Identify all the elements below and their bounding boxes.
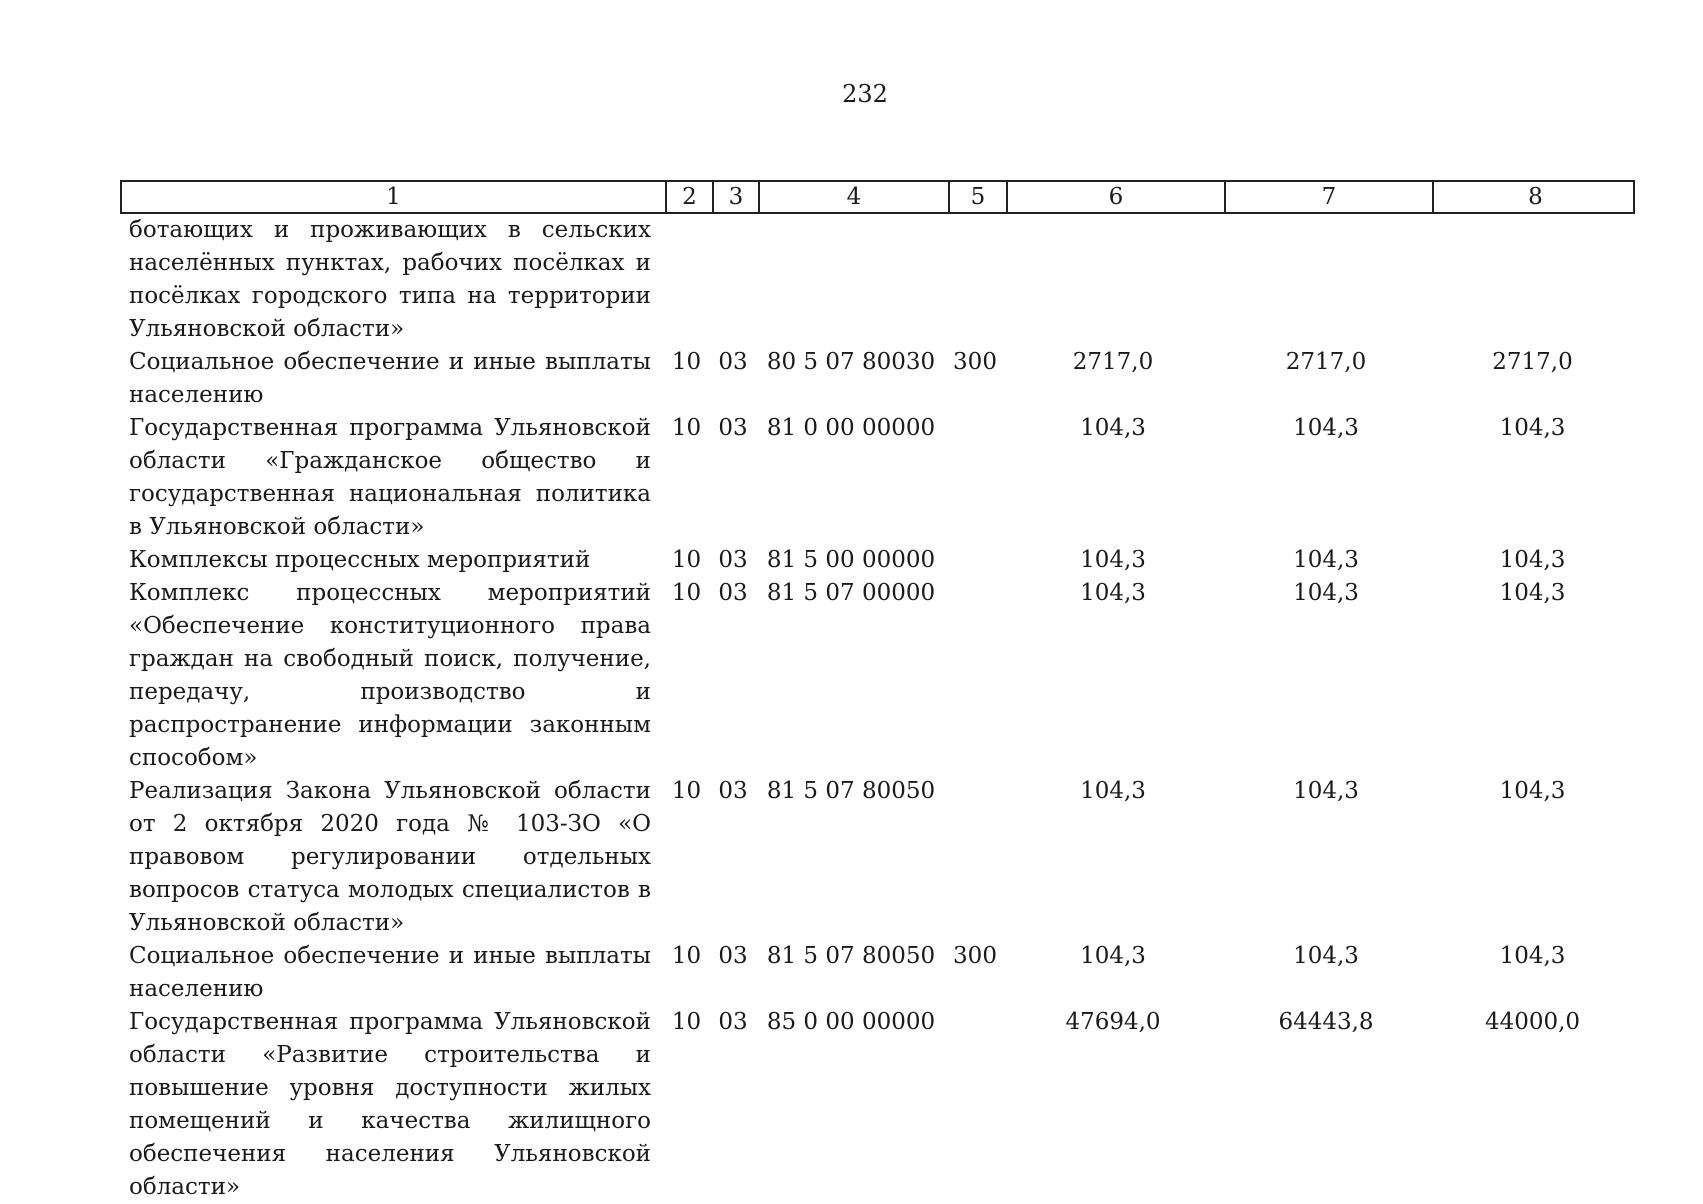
table-row (120, 1006, 1635, 1204)
row-section (663, 214, 710, 346)
table-row (120, 214, 1635, 346)
row-target-article: 81 0 00 00000 (766, 415, 936, 441)
row-name: Комплексы процессных мероприятий (129, 547, 591, 573)
row-name: Социальное обеспечение и иные выплаты населению (129, 349, 651, 408)
header-col-1: 1 (386, 184, 401, 210)
table-row (120, 775, 1635, 940)
header-col-8: 8 (1432, 182, 1637, 212)
row-expense-type: 300 (953, 943, 997, 969)
row-name: Государственная программа Ульяновской области «Развитие строительства и повышение уровня доступности жилых помещений и качества жилищного обеспечения населения Ульяновской области» (129, 1009, 651, 1200)
table-body (120, 214, 1635, 1204)
header-col-5: 5 (948, 182, 1006, 212)
row-subsection: 03 (718, 415, 748, 441)
row-subsection: 03 (718, 1009, 748, 1035)
table-row (120, 577, 1635, 775)
row-amount-col7: 104,3 (1293, 415, 1359, 441)
row-amount-col8: 104,3 (1499, 415, 1566, 441)
row-expense-type (946, 775, 1004, 940)
row-expense-type (946, 214, 1004, 346)
row-amount-col8: 2717,0 (1492, 349, 1573, 375)
row-section: 10 (671, 943, 702, 969)
header-col-2: 2 (665, 182, 712, 212)
budget-table (120, 180, 1635, 1204)
row-amount-col7: 104,3 (1293, 943, 1359, 969)
row-amount-col7: 104,3 (1293, 580, 1359, 606)
row-target-article: 80 5 07 80030 (766, 349, 936, 375)
row-section: 10 (671, 778, 702, 804)
row-amount-col6: 104,3 (1080, 943, 1146, 969)
table-row (120, 940, 1635, 1006)
row-expense-type (946, 412, 1004, 544)
row-amount-col7: 2717,0 (1285, 349, 1367, 375)
row-section: 10 (671, 415, 702, 441)
header-col-7: 7 (1224, 182, 1432, 212)
row-expense-type (946, 544, 1004, 577)
row-subsection: 03 (718, 580, 748, 606)
table-header (120, 180, 1635, 214)
row-amount-col6 (1004, 214, 1222, 346)
row-section: 10 (671, 547, 702, 573)
row-amount-col7 (1222, 214, 1430, 346)
row-expense-type: 300 (953, 349, 997, 375)
row-amount-col6: 104,3 (1080, 580, 1146, 606)
row-target-article (756, 214, 946, 346)
row-amount-col8: 104,3 (1499, 547, 1566, 573)
row-amount-col7: 104,3 (1293, 778, 1359, 804)
row-name: Государственная программа Ульяновской области «Гражданское общество и государственная национальная политика в Ульяновской области» (129, 415, 651, 540)
row-expense-type (946, 577, 1004, 775)
row-amount-col8: 44000,0 (1484, 1009, 1581, 1035)
row-section: 10 (671, 349, 702, 375)
row-target-article: 81 5 07 80050 (766, 778, 936, 804)
row-amount-col7: 104,3 (1293, 547, 1359, 573)
row-expense-type (946, 1006, 1004, 1204)
row-subsection: 03 (718, 547, 748, 573)
row-target-article: 81 5 00 00000 (766, 547, 936, 573)
row-name: Социальное обеспечение и иные выплаты населению (129, 943, 651, 1002)
table-row (120, 412, 1635, 544)
table-row (120, 544, 1635, 577)
row-target-article: 81 5 07 00000 (766, 580, 936, 606)
row-subsection: 03 (718, 349, 748, 375)
row-section: 10 (671, 580, 702, 606)
page-number: 232 (842, 80, 888, 108)
row-target-article: 81 5 07 80050 (766, 943, 936, 969)
row-name: Комплекс процессных мероприятий «Обеспечение конституционного права граждан на свободный поиск, получение, передачу, производство и распространение информации законным способом» (129, 580, 651, 771)
row-amount-col8 (1430, 214, 1635, 346)
row-name: ботающих и проживающих в сельских населённых пунктах, рабочих посёлках и посёлках городского типа на территории Ульяновской области» (129, 217, 651, 342)
row-subsection: 03 (718, 943, 748, 969)
row-subsection: 03 (718, 778, 748, 804)
header-col-4: 4 (758, 182, 948, 212)
row-amount-col6: 104,3 (1080, 415, 1146, 441)
row-section: 10 (671, 1009, 702, 1035)
row-amount-col8: 104,3 (1499, 943, 1566, 969)
row-subsection (710, 214, 756, 346)
row-target-article: 85 0 00 00000 (766, 1009, 936, 1035)
row-amount-col6: 104,3 (1080, 778, 1146, 804)
row-amount-col6: 2717,0 (1072, 349, 1154, 375)
table-row (120, 346, 1635, 412)
header-col-3: 3 (712, 182, 758, 212)
row-amount-col7: 64443,8 (1278, 1009, 1374, 1035)
row-amount-col8: 104,3 (1499, 580, 1566, 606)
row-amount-col6: 104,3 (1080, 547, 1146, 573)
row-amount-col8: 104,3 (1499, 778, 1566, 804)
header-col-6: 6 (1006, 182, 1224, 212)
row-amount-col6: 47694,0 (1065, 1009, 1161, 1035)
row-name: Реализация Закона Ульяновской области от 2 октября 2020 года № 103-ЗО «О правовом регулировании отдельных вопросов статуса молодых специалистов в Ульяновской области» (129, 778, 651, 936)
